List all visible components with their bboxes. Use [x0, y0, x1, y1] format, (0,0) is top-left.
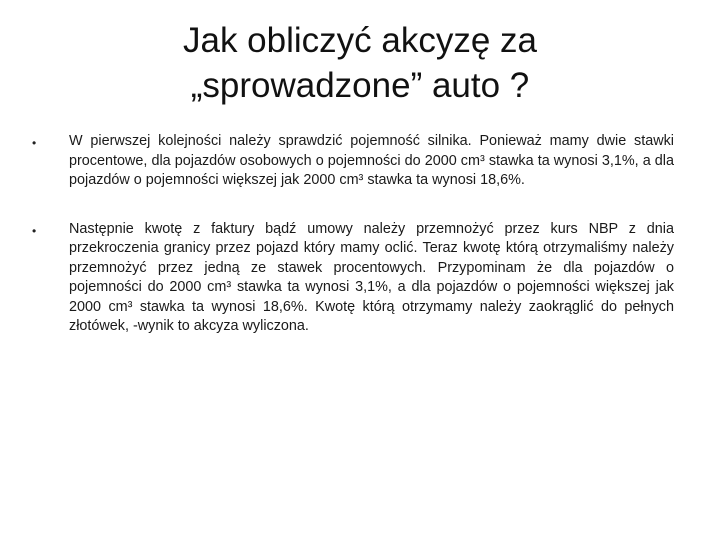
bullet-text: Następnie kwotę z faktury bądź umowy należy przemnożyć przez kurs NBP z dnia przekroczenia granicy przez pojazd który mamy oclić. Teraz kwotę którą otrzymaliśmy należy przemnożyć przez jedną ze stawek procentowych. Przypominam że dla pojazdów o pojemności do 2000 cm³ stawka ta wynosi 3,1%, a dla pojazdów o pojemności większej jak 2000 cm³ stawka ta wynosi 18,6%. Kwotę którą otrzymamy należy zaokrąglić do pełnych złotówek, -wynik to akcyza wyliczona. — [69, 220, 674, 334]
bullet-item-calculation — [32, 220, 674, 337]
slide-title-line-1: Jak obliczyć akcyzę za — [182, 21, 538, 60]
bullet-text: W pierwszej kolejności należy sprawdzić pojemność silnika. Ponieważ mamy dwie stawki procentowe, dla pojazdów osobowych o pojemności do 2000 cm³ stawka ta wynosi 3,1%, a dla pojazdów o pojemności większej jak 2000 cm³ stawka ta wynosi 18,6%. — [69, 133, 674, 188]
slide-title — [120, 18, 600, 108]
bullet-item-capacity — [32, 132, 674, 191]
bullet-dot-icon: • — [32, 136, 37, 150]
bullet-list — [32, 132, 674, 366]
slide-title-line-2: „sprowadzone” auto ? — [190, 66, 530, 105]
bullet-dot-icon: • — [32, 223, 37, 238]
